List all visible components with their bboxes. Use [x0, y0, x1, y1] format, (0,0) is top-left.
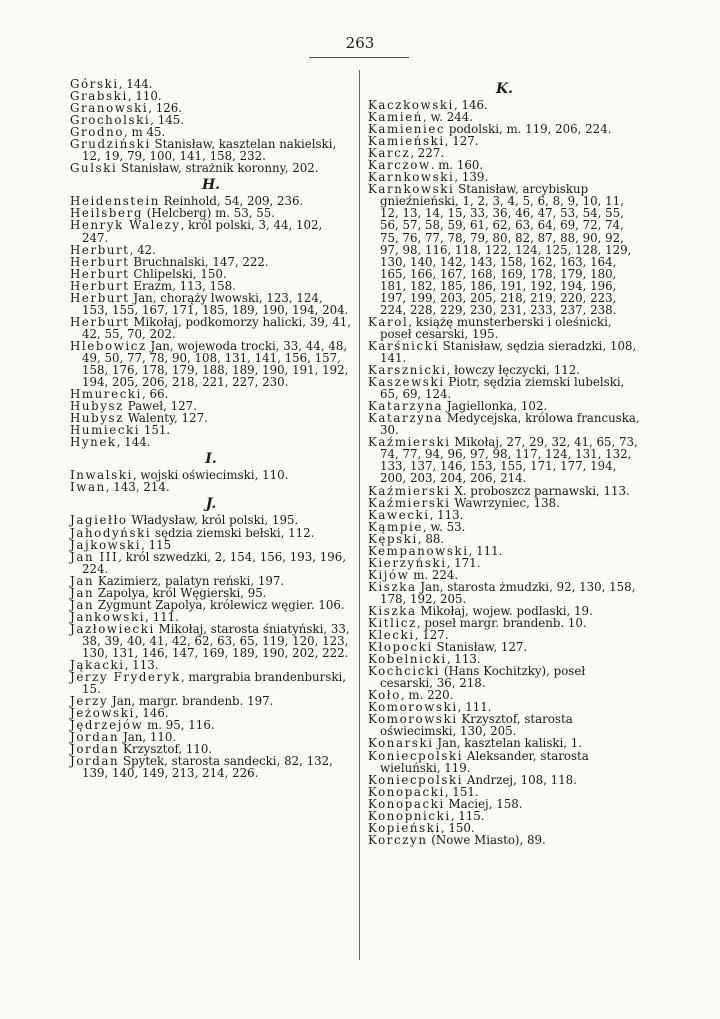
entry-name: Herburt	[70, 266, 130, 281]
entry-name: Iwan	[70, 480, 106, 495]
entry-name: Koło	[368, 688, 401, 703]
entry-references: , 111.	[145, 609, 179, 624]
index-entry	[368, 581, 641, 605]
entry-name: Herburt	[70, 290, 130, 305]
index-entry	[70, 551, 352, 575]
entry-references: , w. 53.	[422, 519, 466, 534]
entry-references: Zapolya, król Węgierski, 95.	[94, 585, 267, 600]
entry-name: Koniecpolski	[368, 748, 464, 763]
entry-references: , 144.	[116, 435, 151, 450]
index-entry	[70, 316, 352, 340]
entry-references: Paweł, 127.	[123, 399, 197, 414]
entry-name: Jajkowski	[70, 537, 142, 552]
entry-name: Herburt	[70, 254, 130, 269]
entry-references: . m. 160.	[430, 158, 484, 173]
entry-references: , 146.	[454, 98, 488, 112]
entry-name: Konopnicki	[368, 808, 451, 823]
entry-name: Karsznicki	[368, 363, 447, 378]
entry-name: Kempanowski	[368, 543, 469, 558]
entry-references: m. 224.	[409, 567, 459, 582]
entry-references: (Nowe Miasto), 89.	[427, 832, 546, 847]
index-entry	[70, 623, 352, 659]
entry-references: Erazm, 113, 158.	[129, 278, 236, 293]
entry-references: Maciej, 158.	[444, 796, 523, 811]
entry-name: Hubysz	[70, 399, 124, 414]
entry-name: Kochcicki	[368, 664, 441, 679]
index-entry	[70, 219, 352, 243]
entry-references: , w. 244.	[423, 110, 473, 125]
entry-references: sędzia ziemski bełski, 112.	[151, 525, 315, 540]
index-column-left	[70, 78, 352, 779]
entry-name: Henryk Walezy	[70, 218, 181, 233]
entry-name: Grudziński	[70, 137, 151, 152]
entry-references: Stanisław, 127.	[432, 640, 528, 655]
entry-references: , 146.	[134, 706, 169, 721]
entry-name: Kępski	[368, 531, 418, 546]
entry-references: , 171.	[446, 555, 481, 570]
entry-references: Medycejska, królowa francuska, 30.	[380, 411, 640, 438]
entry-references: 151.	[140, 423, 171, 438]
entry-name: Kaźmierski	[368, 483, 451, 498]
entry-name: Górski	[70, 77, 119, 91]
index-entry	[368, 316, 641, 340]
entry-name: Hynek	[70, 435, 117, 450]
column-divider	[359, 70, 360, 960]
entry-references: Bruchnalski, 147, 222.	[129, 254, 269, 269]
entry-references: , 111.	[457, 700, 492, 715]
entry-name: Herburt	[70, 242, 130, 257]
index-entry	[368, 713, 641, 737]
entry-references: Stanisław, sędzia sieradzki, 108, 141.	[380, 338, 637, 365]
entry-references: , 143, 214.	[105, 480, 170, 495]
entry-name: Kawecki	[368, 507, 430, 522]
section-letter: K.	[495, 81, 514, 97]
entry-references: , 227.	[410, 146, 445, 161]
entry-references: , 113.	[446, 652, 481, 667]
entry-references: , 111.	[468, 543, 503, 558]
entry-references: , 115	[141, 537, 172, 552]
entry-name: Kaszewski	[368, 375, 445, 390]
index-column-right	[368, 78, 641, 846]
entry-references: , łowczy łęczycki, 112.	[446, 363, 581, 378]
entry-references: , wojski oświecimski, 110.	[132, 468, 289, 483]
entry-references: , 127.	[414, 628, 449, 643]
entry-references: Andrzej, 108, 118.	[463, 772, 577, 787]
entry-references: , 115.	[450, 808, 485, 823]
entry-name: Heidenstein	[70, 194, 160, 209]
entry-name: Kobelnicki	[368, 652, 447, 667]
index-entry	[368, 750, 641, 774]
entry-name: Jordan	[70, 754, 120, 769]
entry-references: Mikołaj, wojew. podlaski, 19.	[416, 603, 593, 618]
entry-references: m. 95, 116.	[143, 718, 215, 733]
entry-name: Karczow	[368, 158, 431, 173]
entry-references: , książę munsterberski i oleśnicki, poseł cesarski, 195.	[380, 314, 612, 341]
entry-name: Inwalski	[70, 468, 133, 483]
entry-references: Jan, chorąży lwowski, 123, 124, 153, 155, 167, 171, 185, 189, 190, 194, 204.	[82, 290, 349, 317]
index-entry	[70, 162, 352, 174]
entry-references: Chlipelski, 150.	[129, 266, 227, 281]
entry-name: Koniecpolski	[368, 772, 464, 787]
entry-references: Władysław, król polski, 195.	[127, 513, 299, 528]
entry-references: Stanisław, arcybiskup gnieźnieński, 1, 2, 3, 4, 5, 6, 8, 9, 10, 11, 12, 13, 14, 15, 33, 36, 46, 47, 53, 54, 55, 56, 57, 58, 59, 61, 62, 63, 64, 69, 72, 74, 75, 76, 77, 78, 79, 80, 82, 87, 88, 90, 92, 97, 98, 116, 118, 122, 124, 125, 128, 129, 130, 140, 142, 143, 158, 162, 163, 164, 165, 166, 167, 168, 169, 178, 179, 180, 181, 182, 185, 186, 191, 192, 194, 196, 197, 199, 203, 205, 218, 219, 220, 223, 224, 228, 229, 230, 231, 233, 237, 238.	[380, 182, 632, 317]
entry-name: Komorowski	[368, 700, 458, 715]
entry-name: Jędrzejów	[70, 718, 144, 733]
entry-name: Jerzy Fryderyk	[70, 670, 181, 685]
entry-name: Katarzyna	[368, 399, 444, 414]
entry-name: Grabski	[70, 89, 128, 104]
index-entry	[368, 183, 641, 316]
index-entry	[70, 436, 352, 448]
entry-name: Herburt	[70, 278, 130, 293]
entry-name: Kaczkowski	[368, 98, 454, 112]
entry-name: Kamieński	[368, 134, 445, 149]
entry-references: (Hans Kochitzky), poseł cesarski, 36, 218.	[380, 664, 586, 691]
entry-references: , 113.	[429, 507, 464, 522]
entry-references: Mikołaj, podkomorzy halicki, 39, 41, 42, 55, 70, 202.	[82, 314, 351, 341]
entry-references: , 144.	[118, 77, 153, 91]
entry-references: Jan, margr. brandenb. 197.	[108, 694, 274, 709]
entry-name: Jerzy	[70, 694, 109, 709]
entry-name: Karnkowski	[368, 182, 455, 197]
page-number: 263	[345, 34, 375, 52]
entry-references: Walenty, 127.	[123, 411, 208, 426]
section-letter: J.	[205, 496, 217, 513]
entry-references: , m. 220.	[400, 688, 454, 703]
entry-name: Klecki	[368, 628, 415, 643]
index-entry	[70, 340, 352, 388]
entry-references: Aleksander, starosta wieluński, 119.	[380, 748, 589, 775]
entry-references: X. proboszcz parnawski, 113.	[450, 483, 630, 498]
entry-name: Jeżowski	[70, 706, 135, 721]
entry-name: Kamieniec	[368, 122, 446, 137]
entry-name: Kamień	[368, 110, 423, 125]
index-entry	[368, 834, 641, 846]
index-entry	[368, 665, 641, 689]
index-entry	[70, 481, 352, 493]
entry-references: Jan, wojewoda trocki, 33, 44, 48, 49, 50, 77, 78, 90, 108, 131, 141, 156, 157, 158, 176, 178, 179, 188, 189, 190, 191, 192, 194, 205, 206, 218, 221, 227, 230.	[82, 338, 349, 390]
entry-references: , 42.	[129, 242, 156, 257]
entry-references: , 139.	[454, 170, 489, 185]
entry-references: Kazimierz, palatyn reński, 197.	[94, 573, 285, 588]
entry-name: Jahodyński	[70, 525, 152, 540]
entry-references: Stanisław, kasztelan nakielski, 12, 19, 79, 100, 141, 158, 232.	[82, 137, 337, 164]
entry-name: Jordan	[70, 742, 120, 757]
entry-name: Kitlicz	[368, 616, 417, 631]
entry-name: Kaźmierski	[368, 435, 451, 450]
entry-name: Karol	[368, 314, 409, 329]
entry-references: podolski, m. 119, 206, 224.	[445, 122, 612, 137]
index-entry	[368, 376, 641, 400]
entry-references: , 151.	[444, 784, 479, 799]
entry-references: Mikołaj, 27, 29, 32, 41, 65, 73, 74, 77, 94, 96, 97, 98, 117, 124, 131, 132, 133, 137, 146, 153, 155, 171, 177, 194, 200, 203, 204, 206, 214.	[380, 435, 638, 486]
entry-name: Kopieński	[368, 820, 441, 835]
entry-name: Kierzyński	[368, 555, 447, 570]
entry-references: , 145.	[150, 113, 185, 128]
entry-references: Jagiellonka, 102.	[443, 399, 548, 414]
index-entry	[70, 292, 352, 316]
entry-name: Granowski	[70, 101, 149, 116]
entry-name: Karśnicki	[368, 338, 439, 353]
entry-references: , 126.	[148, 101, 183, 116]
entry-name: Konopacki	[368, 796, 445, 811]
entry-references: , 110.	[127, 89, 162, 104]
index-entry	[70, 671, 352, 695]
index-entry	[70, 755, 352, 779]
entry-name: Hlebowicz	[70, 338, 147, 353]
entry-references: , margrabia brandenburski, 15.	[82, 670, 347, 697]
entry-name: Jan	[70, 585, 95, 600]
entry-name: Herburt	[70, 314, 130, 329]
entry-references: Jan, starosta żmudzki, 92, 130, 158, 178, 192, 205.	[380, 579, 636, 606]
entry-references: , król szwedzki, 2, 154, 156, 193, 196, 224.	[82, 549, 347, 576]
entry-name: Jan III	[70, 549, 119, 564]
entry-references: Stanisław, strażnik koronny, 202.	[117, 161, 319, 176]
entry-references: Reinhold, 54, 209, 236.	[159, 194, 304, 209]
entry-name: Jazłowiecki	[70, 621, 155, 636]
entry-references: Zygmunt Zapolya, królewicz węgier. 106.	[94, 597, 345, 612]
entry-name: Konarski	[368, 736, 434, 751]
entry-name: Konopacki	[368, 784, 445, 799]
index-entry	[368, 436, 641, 484]
entry-name: Kiszka	[368, 603, 417, 618]
entry-name: Kąmpie	[368, 519, 423, 534]
entry-references: Spytek, starosta sandecki, 82, 132, 139, 140, 149, 213, 214, 226.	[82, 754, 333, 781]
entry-name: Humiecki	[70, 423, 141, 438]
entry-name: Grocholski	[70, 113, 151, 128]
entry-name: Grodno	[70, 125, 125, 140]
entry-name: Jan	[70, 597, 95, 612]
entry-name: Hubysz	[70, 411, 124, 426]
entry-name: Jordan	[70, 730, 120, 745]
entry-references: , 127.	[444, 134, 479, 149]
entry-name: Jan	[70, 573, 95, 588]
section-letter: H.	[201, 177, 221, 194]
entry-name: Jąkacki	[70, 658, 125, 673]
entry-name: Korczyn	[368, 832, 428, 847]
page-number-rule	[309, 57, 409, 58]
entry-name: Karnkowski	[368, 170, 455, 185]
entry-references: , 66.	[142, 387, 169, 402]
entry-name: Kiszka	[368, 579, 417, 594]
entry-references: Mikołaj, starosta śniatyński, 33, 38, 39, 40, 41, 42, 62, 63, 65, 119, 120, 123, 130, 131, 146, 147, 169, 189, 190, 202, 222.	[82, 621, 350, 660]
entry-name: Kijów	[368, 567, 410, 582]
entry-name: Jankowski	[70, 609, 146, 624]
index-entry	[368, 340, 641, 364]
entry-references: Wawrzyniec, 138.	[450, 495, 560, 510]
entry-name: Komorowski	[368, 712, 458, 727]
entry-references: Krzysztof, 110.	[119, 742, 213, 757]
entry-references: Jan, 110.	[119, 730, 177, 745]
entry-name: Hmurecki	[70, 387, 143, 402]
entry-references: Krzysztof, starosta oświecimski, 130, 205.	[380, 712, 573, 739]
entry-references: , poseł margr. brandenb. 10.	[416, 616, 587, 631]
entry-references: , 113.	[124, 658, 159, 673]
entry-references: Piotr, sędzia ziemski lubelski, 65, 69, 124.	[380, 375, 625, 402]
entry-name: Gulski	[70, 161, 118, 176]
entry-references: , m 45.	[124, 125, 166, 140]
entry-references: , król polski, 3, 44, 102, 247.	[82, 218, 323, 245]
section-letter: I.	[205, 451, 217, 468]
entry-name: Heilsberg	[70, 206, 143, 221]
index-entry	[70, 138, 352, 162]
entry-name: Kaźmierski	[368, 495, 451, 510]
entry-name: Jagiełło	[70, 513, 128, 528]
entry-name: Kłopocki	[368, 640, 433, 655]
entry-references: , 150.	[440, 820, 475, 835]
entry-references: Jan, kasztelan kaliski, 1.	[433, 736, 583, 751]
entry-name: Katarzyna	[368, 411, 444, 426]
entry-references: (Helcberg) m. 53, 55.	[143, 206, 276, 221]
index-entry	[368, 412, 641, 436]
entry-references: , 88.	[417, 531, 445, 546]
entry-name: Karcz	[368, 146, 411, 161]
